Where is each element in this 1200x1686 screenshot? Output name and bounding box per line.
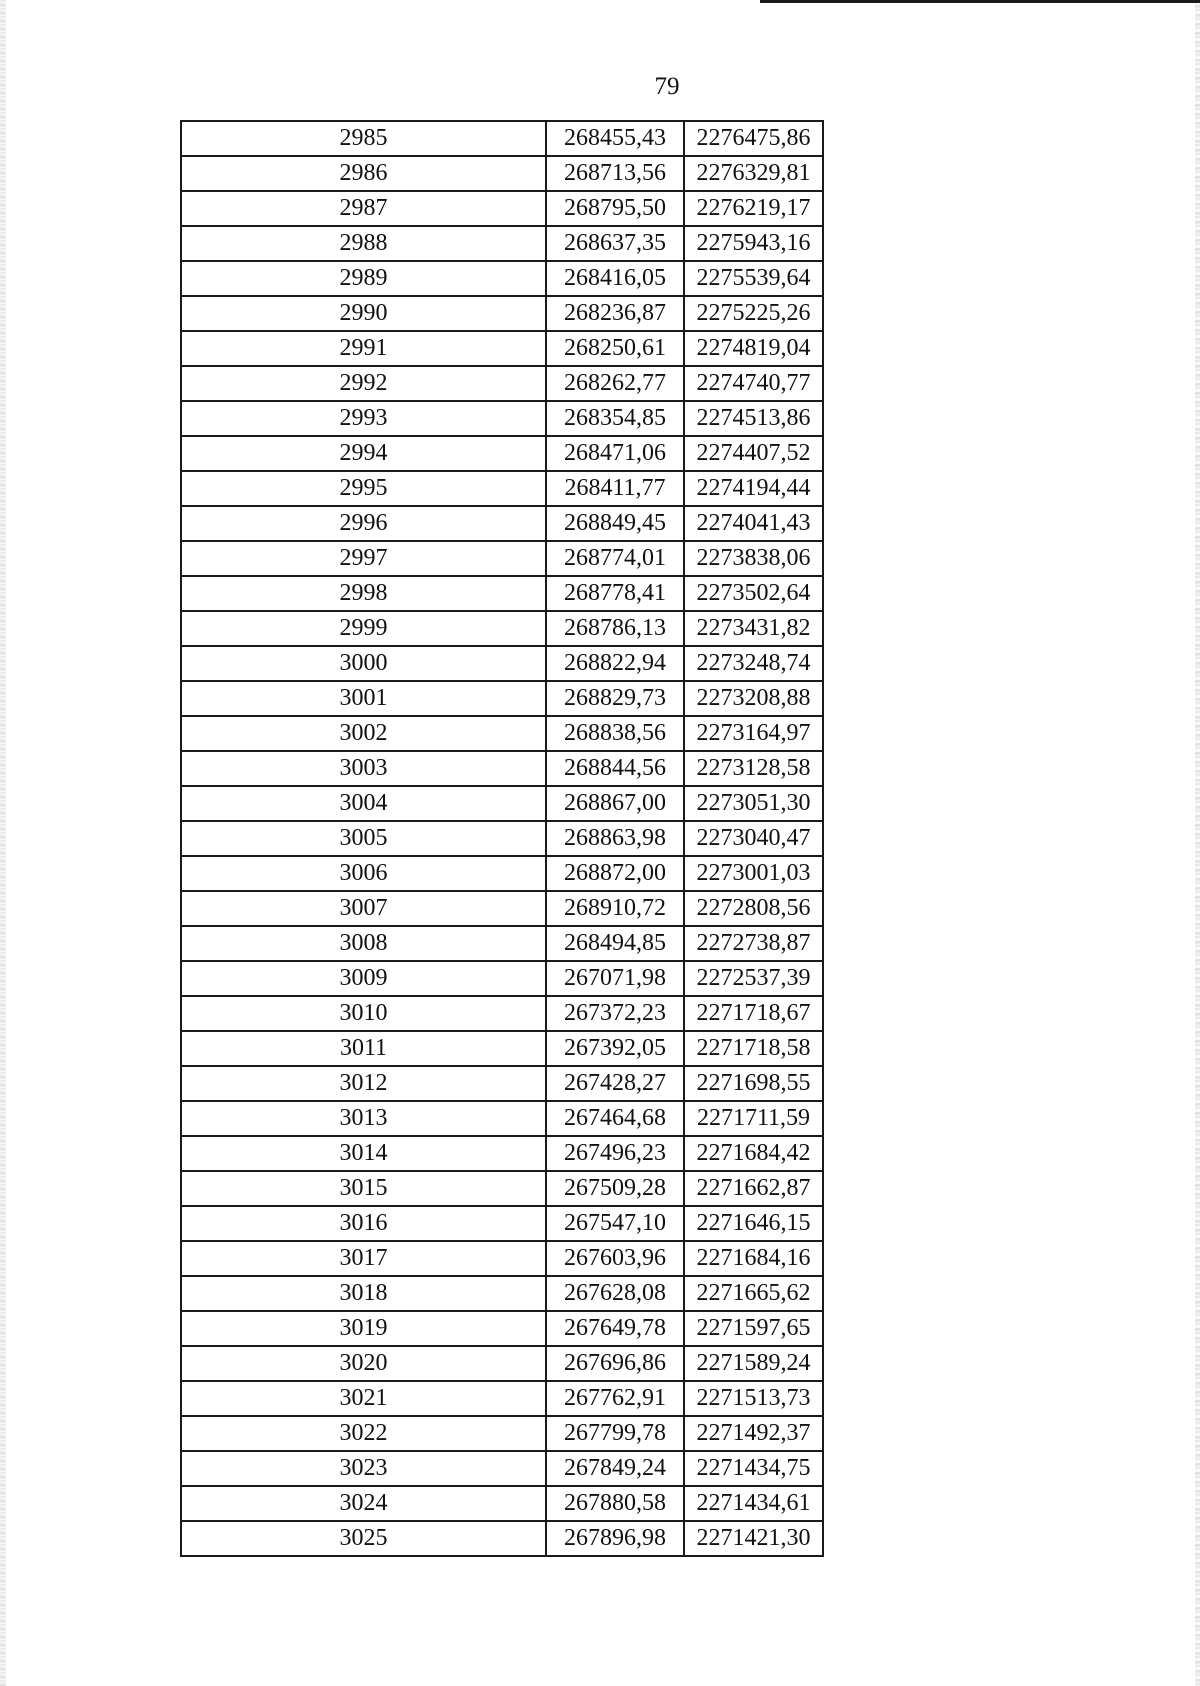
x-coordinate-cell: 267372,23 (546, 996, 684, 1031)
point-number-cell: 3012 (181, 1066, 546, 1101)
y-coordinate-cell: 2276329,81 (684, 156, 823, 191)
table-row (181, 156, 823, 191)
y-coordinate-cell: 2273248,74 (684, 646, 823, 681)
page-number: 79 (654, 73, 680, 100)
point-number-cell: 3020 (181, 1346, 546, 1381)
table-row (181, 681, 823, 716)
x-coordinate-cell: 268910,72 (546, 891, 684, 926)
y-coordinate-cell: 2271665,62 (684, 1276, 823, 1311)
point-number-cell: 3010 (181, 996, 546, 1031)
table-row (181, 506, 823, 541)
coordinates-table (180, 120, 824, 1557)
y-coordinate-cell: 2271711,59 (684, 1101, 823, 1136)
point-number-cell: 2991 (181, 331, 546, 366)
y-coordinate-cell: 2271434,61 (684, 1486, 823, 1521)
point-number-cell: 3005 (181, 821, 546, 856)
table-row (181, 926, 823, 961)
y-coordinate-cell: 2272808,56 (684, 891, 823, 926)
x-coordinate-cell: 268713,56 (546, 156, 684, 191)
scanned-page-left-edge (0, 0, 6, 1686)
point-number-cell: 3013 (181, 1101, 546, 1136)
x-coordinate-cell: 268872,00 (546, 856, 684, 891)
table-row (181, 856, 823, 891)
point-number-cell: 2998 (181, 576, 546, 611)
x-coordinate-cell: 267896,98 (546, 1521, 684, 1556)
table-row (181, 1206, 823, 1241)
x-coordinate-cell: 268822,94 (546, 646, 684, 681)
y-coordinate-cell: 2271684,42 (684, 1136, 823, 1171)
y-coordinate-cell: 2271589,24 (684, 1346, 823, 1381)
table-row (181, 401, 823, 436)
y-coordinate-cell: 2273838,06 (684, 541, 823, 576)
table-row (181, 226, 823, 261)
x-coordinate-cell: 268637,35 (546, 226, 684, 261)
y-coordinate-cell: 2271646,15 (684, 1206, 823, 1241)
x-coordinate-cell: 268354,85 (546, 401, 684, 436)
table-row (181, 716, 823, 751)
y-coordinate-cell: 2273164,97 (684, 716, 823, 751)
table-row (181, 1451, 823, 1486)
y-coordinate-cell: 2273128,58 (684, 751, 823, 786)
y-coordinate-cell: 2271662,87 (684, 1171, 823, 1206)
table-row (181, 1031, 823, 1066)
point-number-cell: 3008 (181, 926, 546, 961)
y-coordinate-cell: 2275225,26 (684, 296, 823, 331)
table-row (181, 576, 823, 611)
x-coordinate-cell: 268250,61 (546, 331, 684, 366)
table-row (181, 1136, 823, 1171)
point-number-cell: 3019 (181, 1311, 546, 1346)
x-coordinate-cell: 268416,05 (546, 261, 684, 296)
table-row (181, 786, 823, 821)
point-number-cell: 3018 (181, 1276, 546, 1311)
x-coordinate-cell: 268795,50 (546, 191, 684, 226)
y-coordinate-cell: 2271698,55 (684, 1066, 823, 1101)
x-coordinate-cell: 267496,23 (546, 1136, 684, 1171)
point-number-cell: 3007 (181, 891, 546, 926)
y-coordinate-cell: 2273051,30 (684, 786, 823, 821)
table-row (181, 121, 823, 156)
x-coordinate-cell: 267392,05 (546, 1031, 684, 1066)
x-coordinate-cell: 267762,91 (546, 1381, 684, 1416)
point-number-cell: 2987 (181, 191, 546, 226)
point-number-cell: 2993 (181, 401, 546, 436)
point-number-cell: 2995 (181, 471, 546, 506)
x-coordinate-cell: 267464,68 (546, 1101, 684, 1136)
point-number-cell: 3004 (181, 786, 546, 821)
point-number-cell: 3022 (181, 1416, 546, 1451)
table-row (181, 996, 823, 1031)
y-coordinate-cell: 2276475,86 (684, 121, 823, 156)
table-row (181, 1171, 823, 1206)
y-coordinate-cell: 2271597,65 (684, 1311, 823, 1346)
table-row (181, 1486, 823, 1521)
table-row (181, 821, 823, 856)
point-number-cell: 3023 (181, 1451, 546, 1486)
y-coordinate-cell: 2272738,87 (684, 926, 823, 961)
y-coordinate-cell: 2274041,43 (684, 506, 823, 541)
table-row (181, 261, 823, 296)
y-coordinate-cell: 2271718,67 (684, 996, 823, 1031)
x-coordinate-cell: 267603,96 (546, 1241, 684, 1276)
y-coordinate-cell: 2273208,88 (684, 681, 823, 716)
point-number-cell: 3006 (181, 856, 546, 891)
table-row (181, 1241, 823, 1276)
table-row (181, 1066, 823, 1101)
point-number-cell: 3003 (181, 751, 546, 786)
point-number-cell: 2985 (181, 121, 546, 156)
x-coordinate-cell: 268774,01 (546, 541, 684, 576)
point-number-cell: 2996 (181, 506, 546, 541)
table-row (181, 751, 823, 786)
coordinates-table-body (181, 121, 823, 1556)
x-coordinate-cell: 267428,27 (546, 1066, 684, 1101)
point-number-cell: 3014 (181, 1136, 546, 1171)
x-coordinate-cell: 267849,24 (546, 1451, 684, 1486)
scanned-page-right-edge (1195, 0, 1200, 1686)
point-number-cell: 2989 (181, 261, 546, 296)
table-row (181, 961, 823, 996)
table-row (181, 1381, 823, 1416)
x-coordinate-cell: 267696,86 (546, 1346, 684, 1381)
y-coordinate-cell: 2271421,30 (684, 1521, 823, 1556)
x-coordinate-cell: 267880,58 (546, 1486, 684, 1521)
y-coordinate-cell: 2274407,52 (684, 436, 823, 471)
point-number-cell: 2988 (181, 226, 546, 261)
point-number-cell: 3001 (181, 681, 546, 716)
x-coordinate-cell: 268867,00 (546, 786, 684, 821)
table-row (181, 331, 823, 366)
x-coordinate-cell: 268411,77 (546, 471, 684, 506)
x-coordinate-cell: 267547,10 (546, 1206, 684, 1241)
x-coordinate-cell: 268838,56 (546, 716, 684, 751)
point-number-cell: 3025 (181, 1521, 546, 1556)
point-number-cell: 3024 (181, 1486, 546, 1521)
x-coordinate-cell: 268849,45 (546, 506, 684, 541)
x-coordinate-cell: 267509,28 (546, 1171, 684, 1206)
y-coordinate-cell: 2274740,77 (684, 366, 823, 401)
table-row (181, 1276, 823, 1311)
y-coordinate-cell: 2273502,64 (684, 576, 823, 611)
x-coordinate-cell: 268778,41 (546, 576, 684, 611)
table-row (181, 611, 823, 646)
x-coordinate-cell: 267628,08 (546, 1276, 684, 1311)
y-coordinate-cell: 2271492,37 (684, 1416, 823, 1451)
x-coordinate-cell: 268455,43 (546, 121, 684, 156)
table-row (181, 296, 823, 331)
point-number-cell: 3021 (181, 1381, 546, 1416)
point-number-cell: 3015 (181, 1171, 546, 1206)
x-coordinate-cell: 268471,06 (546, 436, 684, 471)
y-coordinate-cell: 2275943,16 (684, 226, 823, 261)
table-row (181, 1311, 823, 1346)
x-coordinate-cell: 268786,13 (546, 611, 684, 646)
point-number-cell: 2997 (181, 541, 546, 576)
point-number-cell: 2999 (181, 611, 546, 646)
x-coordinate-cell: 268844,56 (546, 751, 684, 786)
y-coordinate-cell: 2273040,47 (684, 821, 823, 856)
table-row (181, 1416, 823, 1451)
point-number-cell: 3011 (181, 1031, 546, 1066)
table-row (181, 1346, 823, 1381)
table-row (181, 436, 823, 471)
y-coordinate-cell: 2271434,75 (684, 1451, 823, 1486)
y-coordinate-cell: 2271718,58 (684, 1031, 823, 1066)
point-number-cell: 2990 (181, 296, 546, 331)
x-coordinate-cell: 267071,98 (546, 961, 684, 996)
top-edge-rule (760, 0, 1200, 3)
point-number-cell: 2986 (181, 156, 546, 191)
table-row (181, 191, 823, 226)
y-coordinate-cell: 2275539,64 (684, 261, 823, 296)
x-coordinate-cell: 268262,77 (546, 366, 684, 401)
y-coordinate-cell: 2272537,39 (684, 961, 823, 996)
point-number-cell: 3016 (181, 1206, 546, 1241)
table-row (181, 1101, 823, 1136)
x-coordinate-cell: 267799,78 (546, 1416, 684, 1451)
table-row (181, 541, 823, 576)
y-coordinate-cell: 2274513,86 (684, 401, 823, 436)
table-row (181, 1521, 823, 1556)
x-coordinate-cell: 268829,73 (546, 681, 684, 716)
point-number-cell: 2992 (181, 366, 546, 401)
point-number-cell: 3009 (181, 961, 546, 996)
y-coordinate-cell: 2273431,82 (684, 611, 823, 646)
x-coordinate-cell: 268863,98 (546, 821, 684, 856)
y-coordinate-cell: 2271684,16 (684, 1241, 823, 1276)
table-row (181, 646, 823, 681)
table-row (181, 891, 823, 926)
y-coordinate-cell: 2273001,03 (684, 856, 823, 891)
x-coordinate-cell: 268494,85 (546, 926, 684, 961)
y-coordinate-cell: 2276219,17 (684, 191, 823, 226)
x-coordinate-cell: 268236,87 (546, 296, 684, 331)
table-row (181, 366, 823, 401)
point-number-cell: 3000 (181, 646, 546, 681)
table-row (181, 471, 823, 506)
y-coordinate-cell: 2274819,04 (684, 331, 823, 366)
x-coordinate-cell: 267649,78 (546, 1311, 684, 1346)
y-coordinate-cell: 2274194,44 (684, 471, 823, 506)
point-number-cell: 2994 (181, 436, 546, 471)
point-number-cell: 3002 (181, 716, 546, 751)
point-number-cell: 3017 (181, 1241, 546, 1276)
y-coordinate-cell: 2271513,73 (684, 1381, 823, 1416)
